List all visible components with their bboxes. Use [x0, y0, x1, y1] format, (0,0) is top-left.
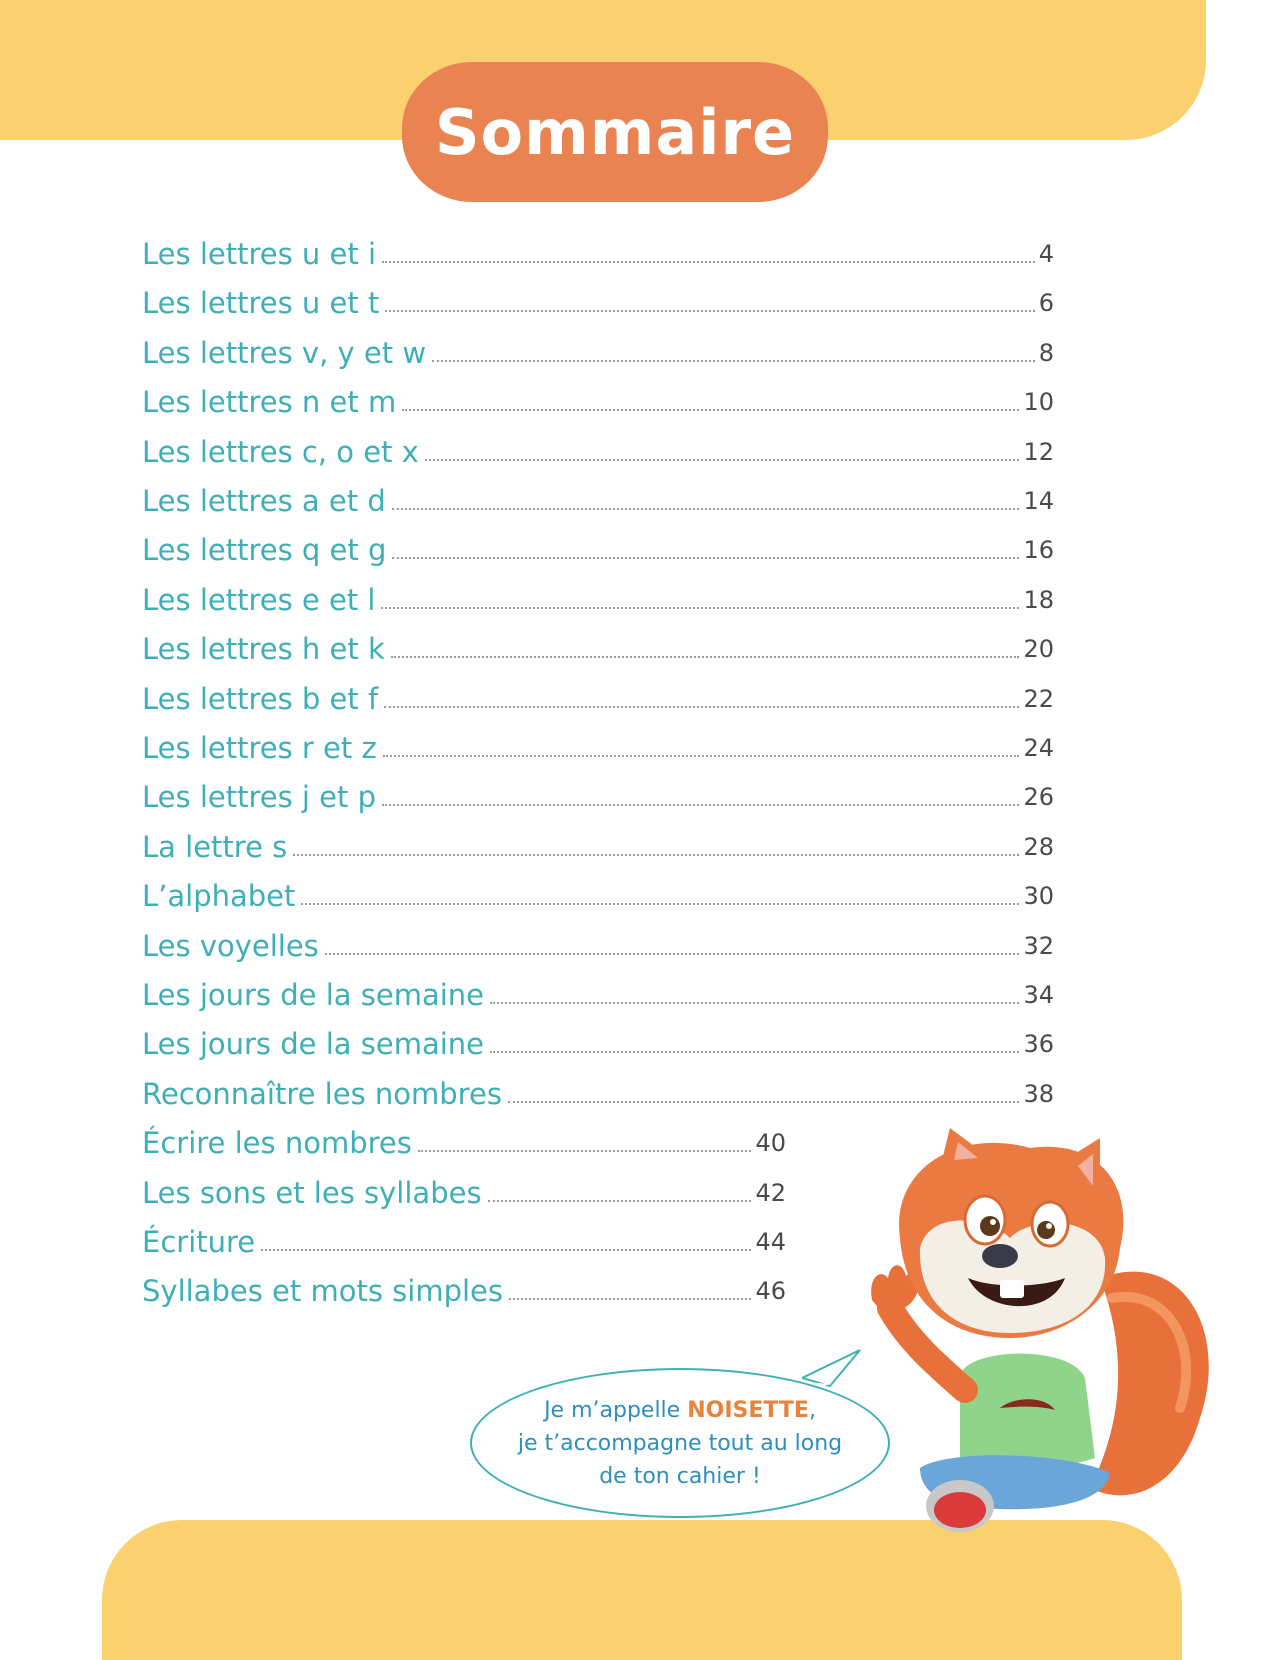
toc-entry[interactable] [142, 1022, 1054, 1062]
toc-entry-page-number: 8 [1038, 338, 1054, 367]
toc-leader-dots [391, 655, 1020, 658]
toc-entry-page-number: 46 [755, 1277, 786, 1306]
toc-leader-dots [488, 1199, 752, 1202]
toc-leader-dots [381, 606, 1019, 609]
toc-entry-label: Les lettres c, o et x [142, 434, 419, 469]
toc-entry[interactable] [142, 430, 1054, 470]
toc-entry-page-number: 36 [1023, 1030, 1054, 1059]
toc-entry-label: Les jours de la semaine [142, 1027, 485, 1062]
mascot-name: NOISETTE [687, 1397, 809, 1423]
toc-entry[interactable] [142, 973, 1054, 1013]
toc-entry-page-number: 12 [1023, 437, 1054, 466]
toc-leader-dots [383, 754, 1020, 757]
toc-entry-label: Les lettres j et p [142, 780, 377, 815]
toc-entry-page-number: 14 [1023, 487, 1054, 515]
toc-entry-page-number: 28 [1023, 832, 1054, 861]
toc-leader-dots [325, 952, 1020, 955]
toc-entry-label: Écrire les nombres [142, 1126, 412, 1161]
bubble-line-1 [544, 1394, 816, 1427]
toc-entry-label: Syllabes et mots simples [142, 1274, 503, 1309]
toc-entry-page-number: 4 [1038, 240, 1054, 268]
toc-entry[interactable] [142, 1072, 1054, 1112]
toc-entry[interactable] [142, 677, 1054, 717]
bubble-line-1-prefix: Je m’appelle [544, 1397, 688, 1423]
toc-leader-dots [385, 309, 1034, 312]
toc-entry-label: Les voyelles [142, 928, 319, 963]
toc-entry-label: Reconnaître les nombres [142, 1076, 502, 1111]
squirrel-mascot-icon [850, 1128, 1220, 1548]
toc-entry-label: Les jours de la semaine [142, 978, 485, 1012]
toc-entry-page-number: 16 [1023, 536, 1054, 565]
toc-entry[interactable] [142, 1220, 786, 1260]
toc-entry[interactable] [142, 1171, 786, 1211]
toc-entry-page-number: 20 [1023, 635, 1054, 664]
toc-entry-page-number: 42 [755, 1178, 786, 1207]
toc-leader-dots [261, 1248, 751, 1251]
toc-leader-dots [490, 1001, 1019, 1004]
toc-entry-page-number: 10 [1023, 388, 1054, 417]
toc-entry-label: Les lettres e et l [142, 582, 376, 617]
toc-leader-dots [382, 803, 1019, 806]
toc-entry-label: Les lettres v, y et w [142, 335, 427, 370]
toc-entry[interactable] [142, 726, 1054, 766]
toc-entry-label: La lettre s [142, 829, 288, 864]
toc-entry[interactable] [142, 380, 1054, 420]
toc-entry-page-number: 44 [755, 1228, 786, 1256]
toc-entry-page-number: 38 [1023, 1079, 1054, 1108]
toc-entry-label: Les lettres r et z [142, 731, 377, 765]
toc-leader-dots [490, 1050, 1019, 1053]
toc-leader-dots [425, 458, 1020, 461]
toc-entry[interactable] [142, 528, 1054, 568]
speech-bubble [470, 1368, 890, 1518]
toc-leader-dots [384, 705, 1019, 708]
toc-entry-page-number: 30 [1023, 882, 1054, 911]
toc-leader-dots [382, 260, 1035, 263]
toc-entry-label: Les lettres b et f [142, 681, 379, 716]
toc-entry[interactable] [142, 232, 1054, 272]
toc-leader-dots [418, 1149, 752, 1152]
toc-entry-label: Les lettres q et g [142, 533, 387, 568]
toc-entry-page-number: 32 [1023, 931, 1054, 960]
toc-entry-page-number: 26 [1023, 783, 1054, 812]
toc-entry-label: Les lettres u et t [142, 286, 380, 321]
toc-leader-dots [402, 408, 1019, 411]
toc-entry-label: Les lettres h et k [142, 632, 385, 667]
toc-entry-label: Les lettres a et d [142, 484, 386, 518]
toc-leader-dots [509, 1297, 751, 1300]
toc-entry-label: Les lettres u et i [142, 237, 376, 271]
toc-entry[interactable] [142, 627, 1054, 667]
toc-entry[interactable] [142, 281, 1054, 321]
toc-entry[interactable] [142, 924, 1054, 964]
toc-entry-page-number: 40 [755, 1129, 786, 1158]
toc-entry[interactable] [142, 825, 1054, 865]
toc-entry[interactable] [142, 578, 1054, 618]
toc-entry[interactable] [142, 1269, 786, 1309]
toc-entry[interactable] [142, 775, 1054, 815]
toc-entry-page-number: 24 [1023, 734, 1054, 762]
toc-entry-label: L’alphabet [142, 879, 296, 914]
toc-entry-page-number: 18 [1023, 585, 1054, 614]
toc-leader-dots [508, 1100, 1020, 1103]
toc-entry-label: Écriture [142, 1225, 256, 1259]
toc-entry-page-number: 34 [1023, 981, 1054, 1009]
bubble-line-3: de ton cahier ! [599, 1463, 761, 1489]
toc-entry-page-number: 6 [1038, 289, 1054, 318]
toc-entry-label: Les sons et les syllabes [142, 1175, 482, 1210]
bubble-line-1-suffix: , [808, 1397, 816, 1423]
toc-leader-dots [392, 556, 1019, 559]
toc-entry[interactable] [142, 874, 1054, 914]
toc-entry[interactable] [142, 331, 1054, 371]
toc-entry[interactable] [142, 479, 1054, 519]
page-title: Sommaire [434, 95, 796, 169]
toc-leader-dots [293, 853, 1019, 856]
toc-leader-dots [432, 359, 1035, 362]
toc-entry-label: Les lettres n et m [142, 385, 397, 420]
toc-entry-page-number: 22 [1023, 684, 1054, 713]
toc-entry[interactable] [142, 1121, 786, 1161]
toc-leader-dots [301, 902, 1019, 905]
toc-leader-dots [392, 507, 1020, 510]
bubble-line-2: je t’accompagne tout au long [517, 1430, 843, 1456]
